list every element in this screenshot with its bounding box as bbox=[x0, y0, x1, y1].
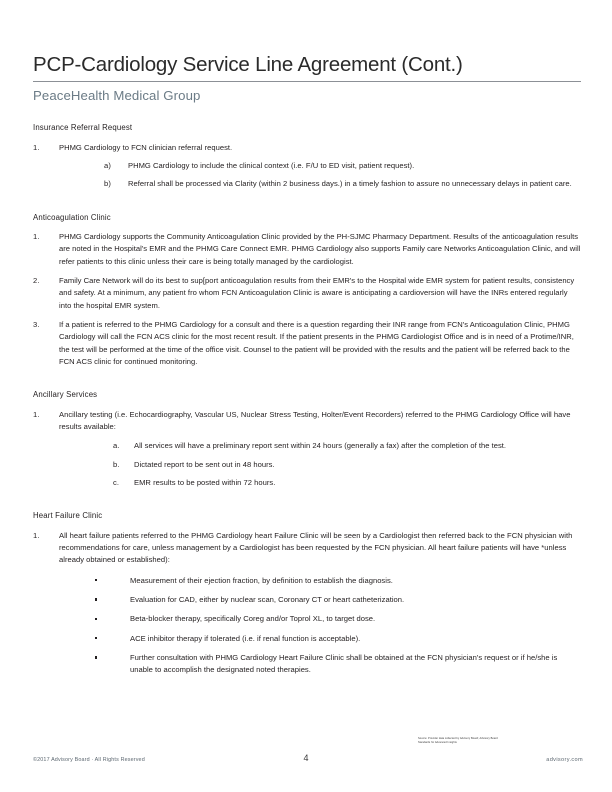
list-marker: b) bbox=[104, 179, 111, 189]
section-heading: Insurance Referral Request bbox=[33, 123, 133, 132]
list-item bbox=[33, 530, 581, 567]
list-marker: 1. bbox=[33, 232, 40, 242]
document-body bbox=[33, 122, 581, 677]
section-insurance-referral-request bbox=[33, 122, 581, 191]
footer-fine-print-line-2: Standards for Advanced Insights bbox=[418, 740, 457, 744]
title-divider bbox=[33, 81, 581, 82]
list-marker: a) bbox=[104, 160, 111, 170]
list-item bbox=[33, 440, 581, 452]
bullet-list-item bbox=[33, 613, 581, 625]
list-text: PHMG Cardiology supports the Community Anticoagulation Clinic provided by the PH-SJMC Pharmacy Department. Results of the anticoagulation results are noted in the Hospital's EMR and the PHMG Care Connect EMR. PHMG Cardiology also supports Family care Networks Anticoagulation Clinic, and will refer patients to this clinic unless their care is being totally managed by the cardiologist. bbox=[59, 232, 581, 266]
section-spacer bbox=[33, 489, 581, 510]
list-text: Measurement of their ejection fraction, by definition to establish the diagnosis. bbox=[130, 575, 393, 585]
list-text: Dictated report to be sent out in 48 hours. bbox=[134, 459, 275, 469]
page-footer bbox=[0, 753, 612, 771]
page-number: 4 bbox=[303, 753, 309, 763]
footer-fine-print bbox=[418, 737, 583, 745]
square-bullet-icon bbox=[95, 613, 130, 625]
list-marker: 1. bbox=[33, 409, 40, 419]
list-item bbox=[33, 142, 581, 154]
list-marker: 3. bbox=[33, 319, 40, 329]
section-heading: Anticoagulation Clinic bbox=[33, 212, 111, 222]
bullet-list-item bbox=[33, 652, 581, 677]
list-text: Family Care Network will do its best to sup[port anticoagulation results from their EMR's to the Hospital wide EMR system for patient results, consistency and safety. At a minimum, any patient fro whom FCN Anticoagulation Clinic is aware is anticipating a cardioversion will have the INRs entered regularly into the hospital EMR system. bbox=[59, 276, 575, 310]
page-header bbox=[33, 54, 581, 103]
list-marker: 1. bbox=[33, 530, 40, 540]
website-link[interactable]: advisory.com bbox=[546, 757, 583, 763]
list-item bbox=[33, 409, 581, 434]
list-item bbox=[33, 231, 581, 268]
list-item bbox=[33, 459, 581, 471]
section-heading: Ancillary Services bbox=[33, 390, 98, 400]
list-item bbox=[33, 178, 581, 190]
list-text: All heart failure patients referred to the PHMG Cardiology heart Failure Clinic will be seen by a Cardiologist then referred back to the FCN physician with recommendations for care, unless management by a Cardiologist has been requested by the FCN physician. All heart failure patients will have *unless already obtained or established): bbox=[59, 530, 573, 565]
section-ancillary-services bbox=[33, 389, 581, 489]
square-bullet-icon bbox=[95, 633, 130, 645]
section-heart-failure-clinic bbox=[33, 510, 581, 676]
list-marker: c. bbox=[113, 477, 120, 487]
copyright-text: ©2017 Advisory Board · All Rights Reserved bbox=[33, 757, 145, 763]
list-text: Further consultation with PHMG Cardiology Heart Failure Clinic shall be obtained at the FCN physician's request or if he/she is unable to accomplish the designated noted therapies. bbox=[130, 652, 558, 675]
section-heading: Heart Failure Clinic bbox=[33, 511, 103, 521]
list-text: ACE inhibitor therapy if tolerated (i.e. if renal function is acceptable). bbox=[130, 633, 361, 643]
bullet-list-item bbox=[33, 633, 581, 645]
list-text: PHMG Cardiology to FCN clinician referral request. bbox=[59, 142, 233, 152]
list-item bbox=[33, 275, 581, 312]
footer-fine-print-line-1: Source: Provider data collected by Advisory Board; Advisory Board bbox=[418, 737, 498, 740]
page-subtitle: PeaceHealth Medical Group bbox=[33, 87, 201, 103]
list-marker: 2. bbox=[33, 276, 40, 286]
list-marker: 1. bbox=[33, 142, 40, 152]
bullet-list-item bbox=[33, 575, 581, 587]
list-marker: a. bbox=[113, 441, 120, 451]
list-text: Ancillary testing (i.e. Echocardiography, Vascular US, Nuclear Stress Testing, Holter/Event Recorders) referred to the PHMG Cardiology Office will have results available: bbox=[59, 409, 571, 432]
list-marker: b. bbox=[113, 459, 120, 469]
list-text: Referral shall be processed via Clarity (within 2 business days.) in a timely fashion to assure no unnecessary delays in patient care. bbox=[128, 179, 572, 189]
section-spacer bbox=[33, 368, 581, 389]
list-item bbox=[33, 477, 581, 489]
list-item bbox=[33, 160, 581, 172]
list-item bbox=[33, 319, 581, 368]
square-bullet-icon bbox=[95, 652, 130, 664]
square-bullet-icon bbox=[95, 594, 130, 606]
list-text: Evaluation for CAD, either by nuclear scan, Coronary CT or heart catheterization. bbox=[130, 595, 405, 605]
section-anticoagulation-clinic bbox=[33, 212, 581, 369]
bullet-list-item bbox=[33, 594, 581, 606]
section-spacer bbox=[33, 191, 581, 212]
list-text: All services will have a preliminary report sent within 24 hours (generally a fax) after the completion of the test. bbox=[134, 441, 507, 451]
list-text: EMR results to be posted within 72 hours. bbox=[134, 477, 276, 487]
list-text: Beta-blocker therapy, specifically Coreg and/or Toprol XL, to target dose. bbox=[130, 614, 376, 624]
square-bullet-icon bbox=[95, 575, 130, 587]
page-title: PCP-Cardiology Service Line Agreement (Cont.) bbox=[33, 53, 463, 76]
list-text: PHMG Cardiology to include the clinical context (i.e. F/U to ED visit, patient request). bbox=[128, 160, 415, 170]
list-text: If a patient is referred to the PHMG Cardiology for a consult and there is a question regarding their INR range from FCN's Anticoagulation Clinic, PHMG Cardiology will call the FCN ACS clinic for the most recent result. If the patient presents in the PHMG Cardiologist Office and is in need of a Protime/INR, the test will be performed at the time of the office visit. Counsel to the patient will be provided with the results and the patient will be referred back to the FCN ACS clinic for continued monitoring. bbox=[59, 319, 574, 366]
